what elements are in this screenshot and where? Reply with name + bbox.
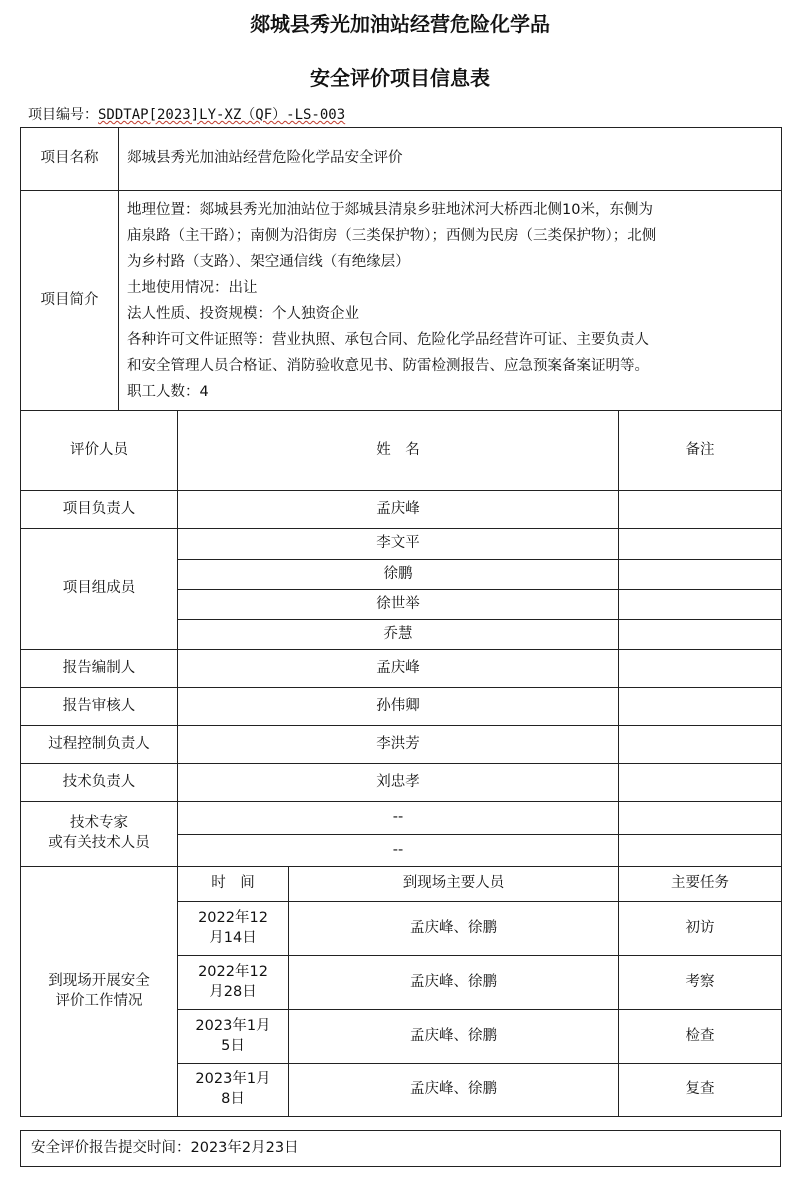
- site-visit-time: [178, 1064, 289, 1117]
- header-role: 评价人员: [21, 411, 178, 491]
- project-intro-label: 项目简介: [21, 191, 119, 411]
- leader-name: 孟庆峰: [178, 491, 619, 529]
- project-intro: [119, 191, 782, 411]
- intro-line: 各种许可文件证照等：营业执照、承包合同、危险化学品经营许可证、主要负责人: [127, 331, 649, 348]
- site-header-time: 时 间: [178, 867, 289, 902]
- time-line: 月28日: [209, 983, 257, 1000]
- member-name: 徐鹏: [178, 560, 619, 590]
- time-line: 2023年1月: [195, 1017, 271, 1034]
- intro-line: 地理位置：郯城县秀光加油站位于郯城县清泉乡驻地沭河大桥西北侧10米，东侧为: [127, 201, 653, 218]
- note-cell: [619, 590, 782, 620]
- site-work-label-line1: 到现场开展安全: [48, 972, 150, 989]
- document-title-line1: 郯城县秀光加油站经营危险化学品: [250, 12, 550, 36]
- leader-label: 项目负责人: [21, 491, 178, 529]
- time-line: 月14日: [209, 929, 257, 946]
- site-visit-task: 考察: [619, 956, 782, 1010]
- project-name-value: 郯城县秀光加油站经营危险化学品安全评价: [119, 128, 782, 191]
- tech-lead-label: 技术负责人: [21, 764, 178, 802]
- member-name: 徐世举: [178, 590, 619, 620]
- intro-line: 土地使用情况：出让: [127, 279, 258, 296]
- process-control-name: 李洪芳: [178, 726, 619, 764]
- project-number-value: SDDTAP[2023]LY-XZ（QF）-LS-003: [98, 107, 346, 123]
- member-name: 李文平: [178, 529, 619, 560]
- time-line: 2022年12: [198, 963, 268, 980]
- process-control-label: 过程控制负责人: [21, 726, 178, 764]
- member-name: 乔慧: [178, 620, 619, 650]
- note-cell: [619, 620, 782, 650]
- note-cell: [619, 491, 782, 529]
- expert-name: --: [178, 802, 619, 835]
- expert-name: --: [178, 835, 619, 867]
- project-name-label: 项目名称: [21, 128, 119, 191]
- note-cell: [619, 688, 782, 726]
- reviewer-name: 孙伟卿: [178, 688, 619, 726]
- note-cell: [619, 802, 782, 835]
- project-number: [28, 104, 345, 124]
- header-note: 备注: [619, 411, 782, 491]
- site-header-task: 主要任务: [619, 867, 782, 902]
- site-visit-people: 孟庆峰、徐鹏: [289, 902, 619, 956]
- time-line: 2022年12: [198, 909, 268, 926]
- site-work-label: [21, 867, 178, 1117]
- note-cell: [619, 835, 782, 867]
- site-work-label-line2: 评价工作情况: [55, 992, 143, 1009]
- note-cell: [619, 650, 782, 688]
- note-cell: [619, 529, 782, 560]
- experts-label-line2: 或有关技术人员: [48, 835, 150, 851]
- site-visit-people: 孟庆峰、徐鹏: [289, 956, 619, 1010]
- note-cell: [619, 726, 782, 764]
- members-label: 项目组成员: [21, 529, 178, 650]
- compiler-name: 孟庆峰: [178, 650, 619, 688]
- note-cell: [619, 764, 782, 802]
- site-visit-time: [178, 902, 289, 956]
- site-visit-task: 初访: [619, 902, 782, 956]
- site-visit-task: 复查: [619, 1064, 782, 1117]
- time-line: 5日: [221, 1037, 245, 1054]
- document-title-line2: 安全评价项目信息表: [310, 66, 490, 90]
- note-cell: [619, 560, 782, 590]
- project-info-table: [20, 127, 782, 411]
- report-submit-time: 安全评价报告提交时间：2023年2月23日: [21, 1131, 781, 1167]
- reviewer-label: 报告审核人: [21, 688, 178, 726]
- intro-line: 职工人数：4: [127, 383, 209, 400]
- submit-time-table: [20, 1130, 781, 1167]
- intro-line: 和安全管理人员合格证、消防验收意见书、防雷检测报告、应急预案备案证明等。: [127, 357, 649, 374]
- experts-label-line1: 技术专家: [70, 815, 128, 832]
- time-line: 2023年1月: [195, 1071, 271, 1088]
- intro-line: 法人性质、投资规模：个人独资企业: [127, 305, 359, 322]
- site-visit-time: [178, 956, 289, 1010]
- intro-line: 庙泉路（主干路）；南侧为沿街房（三类保护物）；西侧为民房（三类保护物）；北侧: [127, 227, 657, 244]
- project-number-label: 项目编号：: [28, 107, 98, 123]
- time-line: 8日: [221, 1091, 245, 1107]
- site-visit-people: 孟庆峰、徐鹏: [289, 1064, 619, 1117]
- evaluation-staff-table: [20, 410, 782, 1117]
- compiler-label: 报告编制人: [21, 650, 178, 688]
- experts-label: [21, 802, 178, 867]
- site-visit-task: 检查: [619, 1010, 782, 1064]
- tech-lead-name: 刘忠孝: [178, 764, 619, 802]
- site-visit-people: 孟庆峰、徐鹏: [289, 1010, 619, 1064]
- intro-line: 为乡村路（支路）、架空通信线（有绝缘层）: [127, 253, 410, 270]
- header-name: 姓 名: [178, 411, 619, 491]
- site-header-people: 到现场主要人员: [289, 867, 619, 902]
- site-visit-time: [178, 1010, 289, 1064]
